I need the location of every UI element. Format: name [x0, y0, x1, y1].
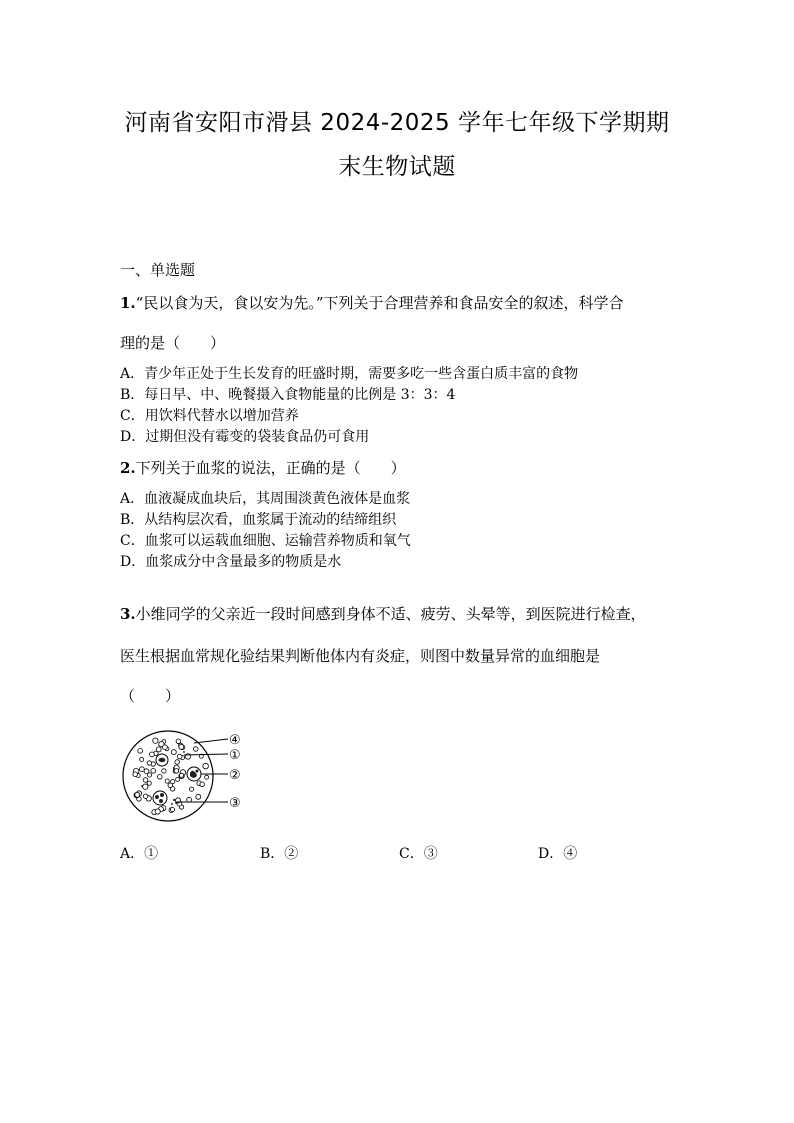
- question-1-option-d: D．过期但没有霉变的袋装食品仍可食用: [120, 429, 370, 445]
- title-line-2: 末生物试题: [338, 154, 456, 180]
- question-2-stem-1: 下列关于血浆的说法，正确的是（ ）: [135, 459, 406, 477]
- red-blood-cell: [158, 775, 163, 780]
- white-blood-cell-3: [153, 791, 167, 805]
- question-3-line-1: [120, 603, 646, 624]
- title-line-1: 河南省安阳市滑县 2024-2025 学年七年级下学期期: [124, 110, 670, 136]
- section-heading: 一、单选题: [120, 261, 196, 279]
- red-blood-cell: [138, 748, 143, 753]
- red-blood-cell: [176, 739, 181, 744]
- question-3-option-a: A．①: [120, 846, 159, 862]
- question-1-option-b: B．每日早、中、晚餐摄入食物能量的比例是 3：3：4: [120, 387, 456, 403]
- question-3-stem-1: 小维同学的父亲近一段时间感到身体不适、疲劳、头晕等，到医院进行检查，: [135, 605, 646, 623]
- red-blood-cell: [176, 777, 180, 781]
- red-blood-cell: [193, 747, 198, 752]
- label-2: ②: [229, 768, 241, 783]
- red-blood-cell: [168, 783, 173, 788]
- white-blood-cell-1: [156, 754, 168, 766]
- red-blood-cell: [135, 792, 140, 797]
- label-1: ①: [229, 748, 241, 763]
- red-blood-cell: [140, 758, 144, 762]
- white-blood-cell-2: [187, 767, 201, 781]
- red-blood-cell: [133, 772, 138, 777]
- red-blood-cell: [143, 784, 148, 789]
- red-blood-cell: [174, 769, 179, 774]
- red-blood-cell: [147, 781, 151, 785]
- red-blood-cell: [179, 773, 183, 777]
- red-blood-cell: [187, 797, 192, 802]
- question-2-option-c: C．血浆可以运载血细胞、运输营养物质和氧气: [120, 533, 411, 549]
- question-1-option-a: A．青少年正处于生长发育的旺盛时期，需要多吃一些含蛋白质丰富的食物: [120, 366, 579, 382]
- red-blood-cell: [143, 778, 148, 783]
- red-blood-cell: [140, 767, 145, 772]
- red-blood-cell: [156, 747, 161, 752]
- blood-smear-circle: [123, 731, 213, 821]
- red-blood-cell: [165, 779, 169, 783]
- red-blood-cell: [151, 768, 156, 773]
- blood-smear-figure: [118, 726, 278, 836]
- red-blood-cell: [171, 750, 176, 755]
- question-2-option-b: B．从结构层次看，血浆属于流动的结缔组织: [120, 512, 397, 528]
- question-2-option-d: D．血浆成分中含量最多的物质是水: [120, 554, 342, 570]
- red-blood-cell: [147, 773, 151, 777]
- question-3-option-c: C．③: [399, 846, 438, 862]
- question-1-stem-2: 理的是（ ）: [120, 334, 226, 352]
- red-blood-cell: [179, 744, 184, 749]
- red-blood-cell: [175, 760, 180, 765]
- question-2-line-1: [120, 457, 406, 478]
- red-blood-cell: [196, 794, 201, 799]
- question-3-stem-2: 医生根据血常规化验结果判断他体内有炎症，则图中数量异常的血细胞是: [120, 647, 601, 665]
- red-blood-cell: [200, 782, 205, 787]
- red-blood-cell: [155, 809, 160, 814]
- label-3: ③: [229, 796, 241, 811]
- red-blood-cell: [153, 738, 158, 743]
- question-3-stem-3: （ ）: [120, 687, 181, 705]
- red-blood-cell: [190, 787, 194, 791]
- question-2-option-a: A．血液凝成血块后，其周围淡黄色液体是血浆: [120, 491, 411, 507]
- red-blood-cell: [205, 775, 209, 779]
- red-blood-cell: [150, 752, 155, 757]
- question-1-stem-1: “民以食为天，食以安为先。”下列关于合理营养和食品安全的叙述，科学合: [135, 294, 624, 312]
- label-4: ④: [229, 733, 241, 748]
- question-1-option-c: C．用饮料代替水以增加营养: [120, 408, 299, 424]
- question-1-number: 1.: [120, 294, 136, 312]
- question-2-number: 2.: [120, 459, 136, 477]
- red-blood-cell: [143, 794, 147, 798]
- red-blood-cell: [203, 763, 209, 769]
- question-3-option-b: B．②: [260, 846, 299, 862]
- question-1-line-1: [120, 292, 624, 313]
- question-3-option-d: D．④: [538, 846, 578, 862]
- red-blood-cell: [177, 754, 182, 759]
- red-blood-cell: [170, 808, 174, 812]
- red-blood-cell: [162, 769, 166, 773]
- question-3-number: 3.: [120, 605, 136, 623]
- red-blood-cell: [163, 745, 168, 750]
- red-blood-cell: [147, 761, 151, 765]
